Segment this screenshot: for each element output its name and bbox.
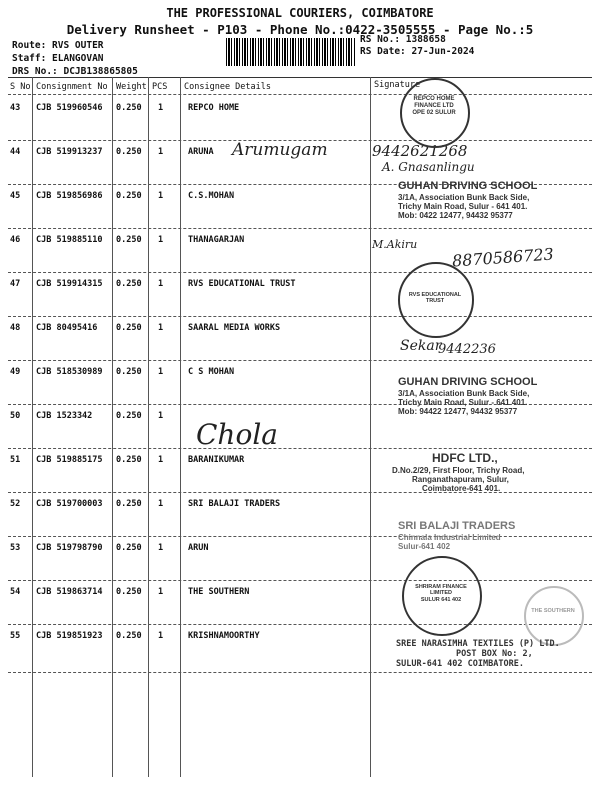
staff-label: Staff: ELANGOVAN	[12, 53, 104, 64]
row-consignment: CJB 518530989	[36, 367, 103, 377]
row-sno: 45	[10, 191, 21, 201]
row-consignee: SRI BALAJI TRADERS	[188, 499, 281, 509]
shriram-seal-text: SHRIRAM FINANCE LIMITED SULUR 641 402	[415, 584, 467, 603]
row-pcs: 1	[158, 455, 164, 465]
row-pcs: 1	[158, 147, 164, 157]
row-weight: 0.250	[116, 367, 142, 377]
row-consignee: ARUN	[188, 543, 209, 553]
row-weight: 0.250	[116, 103, 142, 113]
row-weight: 0.250	[116, 411, 142, 421]
col-weight: Weight	[116, 82, 147, 92]
row-pcs: 1	[158, 499, 164, 509]
col-consignee: Consignee Details	[184, 82, 271, 92]
signature-handwriting: 9442621268	[372, 142, 468, 160]
col-consignment: Consignment No	[36, 82, 108, 92]
row-weight: 0.250	[116, 147, 142, 157]
southern-seal-text: THE SOUTHERN	[531, 608, 575, 614]
route-label: Route: RVS OUTER	[12, 40, 104, 51]
row-consignment: CJB 519960546	[36, 103, 103, 113]
signature-handwriting: M.Akiru	[372, 238, 418, 251]
row-consignment: CJB 519885175	[36, 455, 103, 465]
row-sno: 50	[10, 411, 21, 421]
row-pcs: 1	[158, 103, 164, 113]
signature-handwriting: A. Gnasanlingu	[382, 160, 475, 174]
drs-number: DRS No.: DCJB138865805	[12, 66, 138, 77]
row-sno: 54	[10, 587, 21, 597]
row-weight: 0.250	[116, 455, 142, 465]
row-consignee: C.S.MOHAN	[188, 191, 235, 201]
row-sno: 46	[10, 235, 21, 245]
row-consignee: THE SOUTHERN	[188, 587, 250, 597]
row-sno: 51	[10, 455, 21, 465]
guhan-stamp: GUHAN DRIVING SCHOOL 3/1A, Association Bunk Back Side, Trichy Main Road, Sulur - 641 401. Mob: 94422 12477, 94432 95377	[398, 376, 538, 417]
row-weight: 0.250	[116, 323, 142, 333]
row-sno: 52	[10, 499, 21, 509]
row-consignment: CJB 519914315	[36, 279, 103, 289]
narasimha-stamp: SREE NARASIMHA TEXTILES (P) LTD. POST BOX No: 2, SULUR-641 402 COIMBATORE.	[396, 639, 560, 669]
row-sno: 43	[10, 103, 21, 113]
repco-seal-text: REPCO HOME FINANCE LTD OPE 02 SULUR	[412, 96, 456, 116]
signature-handwriting: Sekar	[400, 338, 442, 354]
col-sno: S No	[10, 82, 31, 92]
row-weight: 0.250	[116, 279, 142, 289]
row-pcs: 1	[158, 323, 164, 333]
hdfc-stamp: HDFC LTD., D.No.2/29, First Floor, Trichy Road, Ranganathapuram, Sulur, Coimbatore-641 401.	[392, 451, 525, 494]
row-consignment: CJB 519885110	[36, 235, 103, 245]
barcode	[226, 38, 356, 66]
row-consignment: CJB 519851923	[36, 631, 103, 641]
row-sno: 48	[10, 323, 21, 333]
row-consignee: SAARAL MEDIA WORKS	[188, 323, 281, 333]
row-sno: 55	[10, 631, 21, 641]
row-weight: 0.250	[116, 235, 142, 245]
signature-handwriting: 9442236	[438, 342, 496, 357]
row-pcs: 1	[158, 279, 164, 289]
row-consignee: THANAGARJAN	[188, 235, 245, 245]
company-title: THE PROFESSIONAL COURIERS, COIMBATORE	[166, 6, 434, 20]
balaji-stamp: SRI BALAJI TRADERS Chinnala Industrial Limited Sulur-641 402	[398, 520, 516, 551]
row-consignment: CJB 519913237	[36, 147, 103, 157]
table-row	[8, 581, 592, 625]
row-weight: 0.250	[116, 587, 142, 597]
guhan-stamp: GUHAN DRIVING SCHOOL 3/1A, Association Bunk Back Side, Trichy Main Road, Sulur - 641 401. Mob: 0422 12477, 94432 95377	[398, 180, 538, 221]
row-pcs: 1	[158, 191, 164, 201]
row-consignee: ARUNA	[188, 147, 214, 157]
row-consignment: CJB 519700003	[36, 499, 103, 509]
southern-seal-icon	[524, 586, 584, 646]
row-consignment: CJB 519863714	[36, 587, 103, 597]
row-sno: 47	[10, 279, 21, 289]
rs-number: RS No.: 1388658	[360, 34, 446, 45]
col-signature: Signature	[374, 80, 421, 90]
row-pcs: 1	[158, 631, 164, 641]
row-pcs: 1	[158, 543, 164, 553]
row-sno: 53	[10, 543, 21, 553]
header-top-rule	[8, 77, 592, 78]
row-pcs: 1	[158, 411, 164, 421]
row-consignment: CJB 80495416	[36, 323, 98, 333]
row-pcs: 1	[158, 367, 164, 377]
row-consignee: RVS EDUCATIONAL TRUST	[188, 279, 296, 289]
row-weight: 0.250	[116, 631, 142, 641]
row-consignment: CJB 519798790	[36, 543, 103, 553]
rvs-seal-text: RVS EDUCATIONAL TRUST	[408, 292, 462, 305]
table-row	[8, 273, 592, 317]
row-consignment: CJB 1523342	[36, 411, 93, 421]
runsheet-subtitle: Delivery Runsheet - P103 - Phone No.:0422-3505555 - Page No.:5	[66, 22, 534, 37]
header-bottom-rule	[8, 94, 592, 95]
row-weight: 0.250	[116, 499, 142, 509]
signature-handwriting: 8870586723	[451, 244, 555, 271]
signature-handwriting: Arumugam	[232, 140, 328, 160]
col-pcs: PCS	[152, 82, 168, 92]
row-consignee: BARANIKUMAR	[188, 455, 245, 465]
row-weight: 0.250	[116, 543, 142, 553]
table-row	[8, 317, 592, 361]
row-sno: 49	[10, 367, 21, 377]
row-weight: 0.250	[116, 191, 142, 201]
row-pcs: 1	[158, 587, 164, 597]
row-consignment: CJB 519856986	[36, 191, 103, 201]
rs-date: RS Date: 27-Jun-2024	[360, 46, 475, 57]
row-sno: 44	[10, 147, 21, 157]
row-consignee: REPCO HOME	[188, 103, 240, 113]
row-consignee: KRISHNAMOORTHY	[188, 631, 260, 641]
table-row	[8, 97, 592, 141]
signature-handwriting: Chola	[196, 418, 278, 451]
row-consignee: C S MOHAN	[188, 367, 235, 377]
row-pcs: 1	[158, 235, 164, 245]
